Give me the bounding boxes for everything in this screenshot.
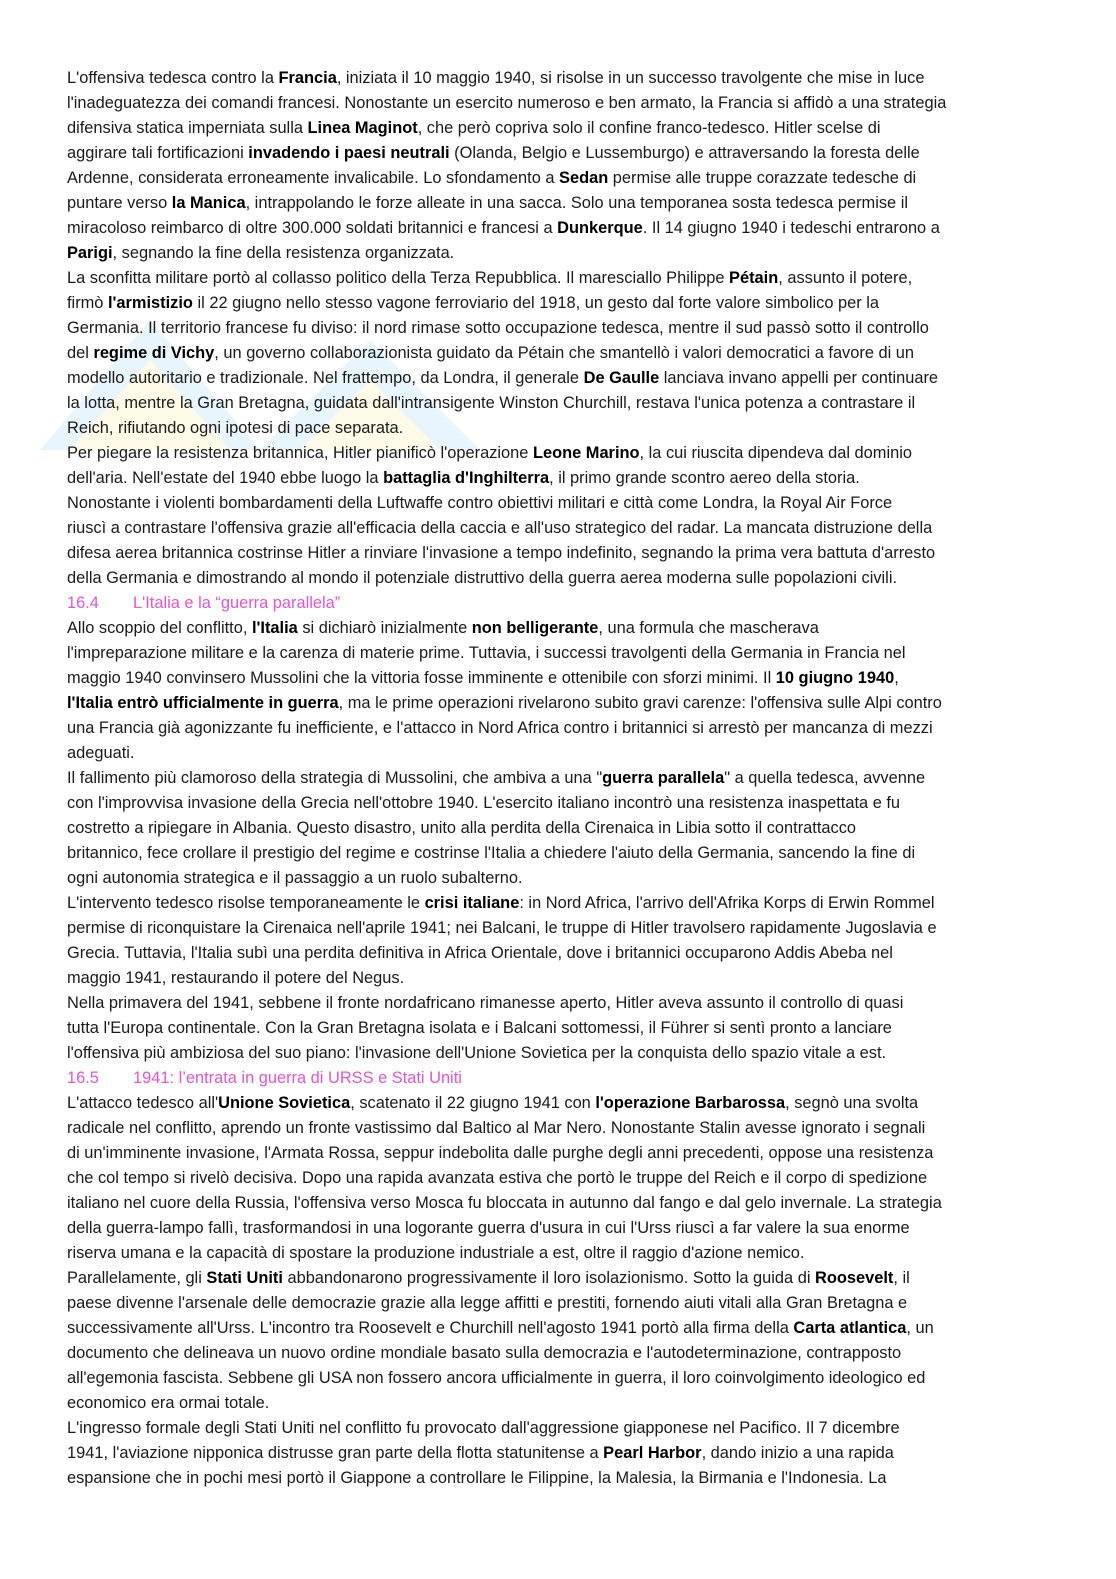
text-line [67,1291,1047,1316]
text-line [67,441,1047,466]
text-line [67,1366,1047,1391]
text-run: La sconfitta militare portò al collasso politico della Terza Repubblica. Il maresciallo Philippe [67,269,730,287]
text-run: economico era ormai totale. [67,1394,270,1412]
text-run: riuscì a contrastare l'offensiva grazie all'efficacia della caccia e all'uso strategico del radar. La mancata distruzione della [67,519,933,537]
text-line [67,1116,1047,1141]
text-line [67,66,1047,91]
text-line [67,1391,1047,1416]
text-run: , una formula che mascherava [598,619,819,637]
text-line [67,716,1047,741]
text-run: costretto a ripiegare in Albania. Questo disastro, unito alla perdita della Cirenaica in Libia sotto il contrattacco [67,819,857,837]
section-heading [67,1066,1047,1091]
text-line [67,341,1047,366]
bold-term: Unione Sovietica [218,1094,351,1112]
paragraph [67,766,1047,891]
text-run: Allo scoppio del conflitto, [67,619,252,637]
paragraph [67,616,1047,766]
text-run: ogni autonomia strategica e il passaggio a un ruolo subalterno. [67,869,523,887]
text-line [67,1191,1047,1216]
text-run: italiano nel cuore della Russia, l'offensiva verso Mosca fu bloccata in autunno dal fango e dal gelo invernale. La strategia [67,1194,942,1212]
text-run: , [894,669,899,687]
text-line [67,841,1047,866]
text-line [67,541,1047,566]
bold-term: guerra parallela [602,769,725,787]
text-run: Germania. Il territorio francese fu diviso: il nord rimase sotto occupazione tedesca, mentre il sud passò sotto il controllo [67,319,929,337]
bold-term: l'operazione Barbarossa [595,1094,786,1112]
text-run: Per piegare la resistenza britannica, Hitler pianificò l'operazione [67,444,533,462]
text-line [67,116,1047,141]
text-run: una Francia già agonizzante fu inefficiente, e l'attacco in Nord Africa contro i britannici si arrestò per mancanza di mezzi [67,719,933,737]
bold-term: battaglia d'Inghilterra [383,469,550,487]
text-line [67,816,1047,841]
text-run: abbandonarono progressivamente il loro isolazionismo. Sotto la guida di [282,1269,816,1287]
bold-term: Pétain [729,269,779,287]
text-line [67,566,1047,591]
text-run: miracoloso reimbarco di oltre 300.000 soldati britannici e francesi a [67,219,558,237]
text-line [67,166,1047,191]
text-run: permise alle truppe corazzate tedesche di [608,169,917,187]
text-run: , il [893,1269,910,1287]
text-run: tutta l'Europa continentale. Con la Gran Bretagna isolata e i Balcani sottomessi, il Führer si sentì pronto a lanciare [67,1019,892,1037]
text-line [67,791,1047,816]
text-run: del [67,344,94,362]
text-run: della Germania e dimostrando al mondo il potenziale distruttivo della guerra aerea moderna sulle popolazioni civili. [67,569,898,587]
text-line [67,1266,1047,1291]
text-line [67,1441,1047,1466]
paragraph [67,1266,1047,1416]
text-line [67,91,1047,116]
bold-term: Sedan [559,169,609,187]
bold-term: l'armistizio [107,294,193,312]
paragraph [67,441,1047,591]
bold-term: crisi italiane [424,894,520,912]
text-run: , dando inizio a una rapida [701,1444,894,1462]
text-line [67,1166,1047,1191]
text-line [67,466,1047,491]
text-run: successivamente all'Urss. L'incontro tra Roosevelt e Churchill nell'agosto 1941 portò alla firma della [67,1319,794,1337]
text-line [67,1091,1047,1116]
text-line [67,691,1047,716]
text-line [67,1341,1047,1366]
text-run: , segnò una svolta [785,1094,919,1112]
section-number: 16.4 [67,594,99,612]
bold-term: la Manica [171,194,246,212]
text-run: all'egemonia fascista. Sebbene gli USA non fossero ancora ufficialmente in guerra, il loro coinvolgimento ideologico ed [67,1369,926,1387]
bold-term: De Gaulle [583,369,660,387]
text-line [67,1016,1047,1041]
text-line [67,1466,1047,1491]
text-run: l'impreparazione militare e la carenza di materie prime. Tuttavia, i successi travolgenti della Germania in Francia nel [67,644,906,662]
text-line [67,141,1047,166]
bold-term: Leone Marino [532,444,640,462]
bold-term: l'Italia [251,619,298,637]
text-run: dell'aria. Nell'estate del 1940 ebbe luogo la [67,469,384,487]
text-line [67,416,1047,441]
text-line [67,216,1047,241]
bold-term: non belligerante [471,619,599,637]
text-run: , iniziata il 10 maggio 1940, si risolse in un successo travolgente che mise in luce [336,69,925,87]
bold-term: Linea Maginot [307,119,418,137]
bold-term: Roosevelt [815,1269,894,1287]
bold-term: Carta atlantica [793,1319,907,1337]
text-run: riserva umana e la capacità di spostare la produzione industriale a est, oltre il raggio d'azione nemico. [67,1244,805,1262]
text-line [67,316,1047,341]
text-line [67,866,1047,891]
bold-term: Pearl Harbor [603,1444,702,1462]
text-run: Il fallimento più clamoroso della strategia di Mussolini, che ambiva a una " [67,769,603,787]
text-run: Parallelamente, gli [67,1269,207,1287]
text-run: si dichiarò inizialmente [297,619,472,637]
text-run: , che però copriva solo il confine franco-tedesco. Hitler scelse di [417,119,881,137]
text-line [67,1141,1047,1166]
text-line [67,491,1047,516]
text-line [67,1416,1047,1441]
text-line [67,391,1047,416]
text-run: L'attacco tedesco all' [67,1094,219,1112]
text-run: permise di riconquistare la Cirenaica nell'aprile 1941; nei Balcani, le truppe di Hitler travolsero rapidamente Jugoslavia e [67,919,937,937]
section-heading [67,591,1047,616]
text-run: , intrappolando le forze alleate in una sacca. Solo una temporanea sosta tedesca permise il [245,194,908,212]
text-run: documento che delineava un nuovo ordine mondiale basato sulla democrazia e l'autodeterminazione, contrapposto [67,1344,902,1362]
paragraph [67,891,1047,991]
text-line [67,891,1047,916]
bold-term: 10 giugno 1940 [775,669,895,687]
text-run: maggio 1941, restaurando il potere del Negus. [67,969,405,987]
text-run: che col tempo si rivelò decisiva. Dopo una rapida avanzata estiva che portò le truppe del Reich e il corpo di spedizione [67,1169,928,1187]
text-line [67,1241,1047,1266]
section-title: L'Italia e la “guerra parallela” [133,594,341,612]
text-run: la lotta, mentre la Gran Bretagna, guidata dall'intransigente Winston Churchill, restava l'unica potenza a contrastare il [67,394,916,412]
text-line [67,291,1047,316]
bold-term: Stati Uniti [206,1269,283,1287]
text-run: L'ingresso formale degli Stati Uniti nel conflitto fu provocato dall'aggressione giapponese nel Pacifico. Il 7 dicembre [67,1419,900,1437]
text-run: l'inadeguatezza dei comandi francesi. Nonostante un esercito numeroso e ben armato, la Francia si affidò a una strategia [67,94,947,112]
text-run: puntare verso [67,194,172,212]
text-run: L'intervento tedesco risolse temporaneamente le [67,894,425,912]
text-line [67,666,1047,691]
bold-term: invadendo i paesi neutrali [248,144,450,162]
text-run: Grecia. Tuttavia, l'Italia subì una perdita definitiva in Africa Orientale, dove i britannici occuparono Addis Abeba nel [67,944,893,962]
text-run: Nonostante i violenti bombardamenti della Luftwaffe contro obiettivi militari e città come Londra, la Royal Air Force [67,494,893,512]
text-run: . Il 14 giugno 1940 i tedeschi entrarono a [642,219,940,237]
bold-term: l'Italia entrò ufficialmente in guerra [67,694,339,712]
text-line [67,1216,1047,1241]
paragraph [67,266,1047,441]
text-run: di un'imminente invasione, l'Armata Rossa, seppur indebolita dalle purghe degli anni precedenti, oppose una resistenza [67,1144,934,1162]
text-run: , segnando la fine della resistenza organizzata. [112,244,455,262]
text-line [67,191,1047,216]
text-run: , ma le prime operazioni rivelarono subito gravi carenze: l'offensiva sulle Alpi contro [338,694,942,712]
text-run: , il primo grande scontro aereo della storia. [549,469,860,487]
text-run: maggio 1940 convinsero Mussolini che la vittoria fosse imminente e ottenibile con sforzi minimi. Il [67,669,776,687]
paragraph [67,1091,1047,1266]
text-run: della guerra-lampo fallì, trasformandosi in una logorante guerra d'usura in cui l'Urss riuscì a far valere la sua enorme [67,1219,910,1237]
text-run: espansione che in pochi mesi portò il Giappone a controllare le Filippine, la Malesia, la Birmania e l'Indonesia. La [67,1469,887,1487]
text-run: , un governo collaborazionista guidato da Pétain che smantellò i valori democratici a favore di un [214,344,915,362]
document-body [67,66,1047,1491]
text-run: , assunto il potere, [778,269,913,287]
text-line [67,616,1047,641]
text-run: difesa aerea britannica costrinse Hitler a rinviare l'invasione a tempo indefinito, segnando la prima vera battuta d'arresto [67,544,936,562]
text-run: Ardenne, considerata erroneamente invalicabile. Lo sfondamento a [67,169,560,187]
text-line [67,516,1047,541]
text-run: difensiva statica imperniata sulla [67,119,308,137]
text-run: , scatenato il 22 giugno 1941 con [350,1094,596,1112]
text-line [67,241,1047,266]
bold-term: Francia [278,69,337,87]
paragraph [67,1416,1047,1491]
paragraph [67,66,1047,266]
text-line [67,741,1047,766]
text-run: Nella primavera del 1941, sebbene il fronte nordafricano rimanesse aperto, Hitler aveva assunto il controllo di quasi [67,994,904,1012]
text-run: (Olanda, Belgio e Lussemburgo) e attraversando la foresta delle [449,144,920,162]
text-run: Reich, rifiutando ogni ipotesi di pace separata. [67,419,404,437]
text-run: 1941, l'aviazione nipponica distrusse gran parte della flotta statunitense a [67,1444,604,1462]
section-title: 1941: l’entrata in guerra di URSS e Stati Uniti [133,1069,462,1087]
text-line [67,1316,1047,1341]
text-run: aggirare tali fortificazioni [67,144,249,162]
text-run: L'offensiva tedesca contro la [67,69,279,87]
text-run: adeguati. [67,744,135,762]
text-run: firmò [67,294,108,312]
text-run: modello autoritario e tradizionale. Nel frattempo, da Londra, il generale [67,369,584,387]
text-run: , un [906,1319,934,1337]
text-run: , la cui riuscita dipendeva dal dominio [639,444,912,462]
text-run: paese divenne l'arsenale delle democrazie grazie alla legge affitti e prestiti, fornendo aiuti vitali alla Gran Bretagna e [67,1294,908,1312]
text-line [67,266,1047,291]
bold-term: Parigi [67,244,113,262]
text-run: : in Nord Africa, l'arrivo dell'Afrika Korps di Erwin Rommel [519,894,935,912]
text-run: con l'improvvisa invasione della Grecia nell'ottobre 1940. L'esercito italiano incontrò una resistenza inaspettata e fu [67,794,901,812]
text-line [67,641,1047,666]
section-number: 16.5 [67,1069,99,1087]
text-line [67,966,1047,991]
text-run: radicale nel conflitto, aprendo un fronte vastissimo dal Baltico al Mar Nero. Nonostante Stalin avesse ignorato i segnali [67,1119,926,1137]
text-line [67,916,1047,941]
text-run: lanciava invano appelli per continuare [659,369,939,387]
bold-term: regime di Vichy [93,344,215,362]
bold-term: Dunkerque [557,219,643,237]
text-line [67,766,1047,791]
text-line [67,991,1047,1016]
paragraph [67,991,1047,1066]
text-run: britannico, fece crollare il prestigio del regime e costrinse l'Italia a chiedere l'aiuto della Germania, sancendo la fine di [67,844,916,862]
text-run: " a quella tedesca, avvenne [724,769,926,787]
text-run: il 22 giugno nello stesso vagone ferroviario del 1918, un gesto dal forte valore simbolico per la [192,294,880,312]
text-run: l'offensiva più ambiziosa del suo piano: l'invasione dell'Unione Sovietica per la conquista dello spazio vitale a est. [67,1044,887,1062]
text-line [67,941,1047,966]
text-line [67,1041,1047,1066]
text-line [67,366,1047,391]
